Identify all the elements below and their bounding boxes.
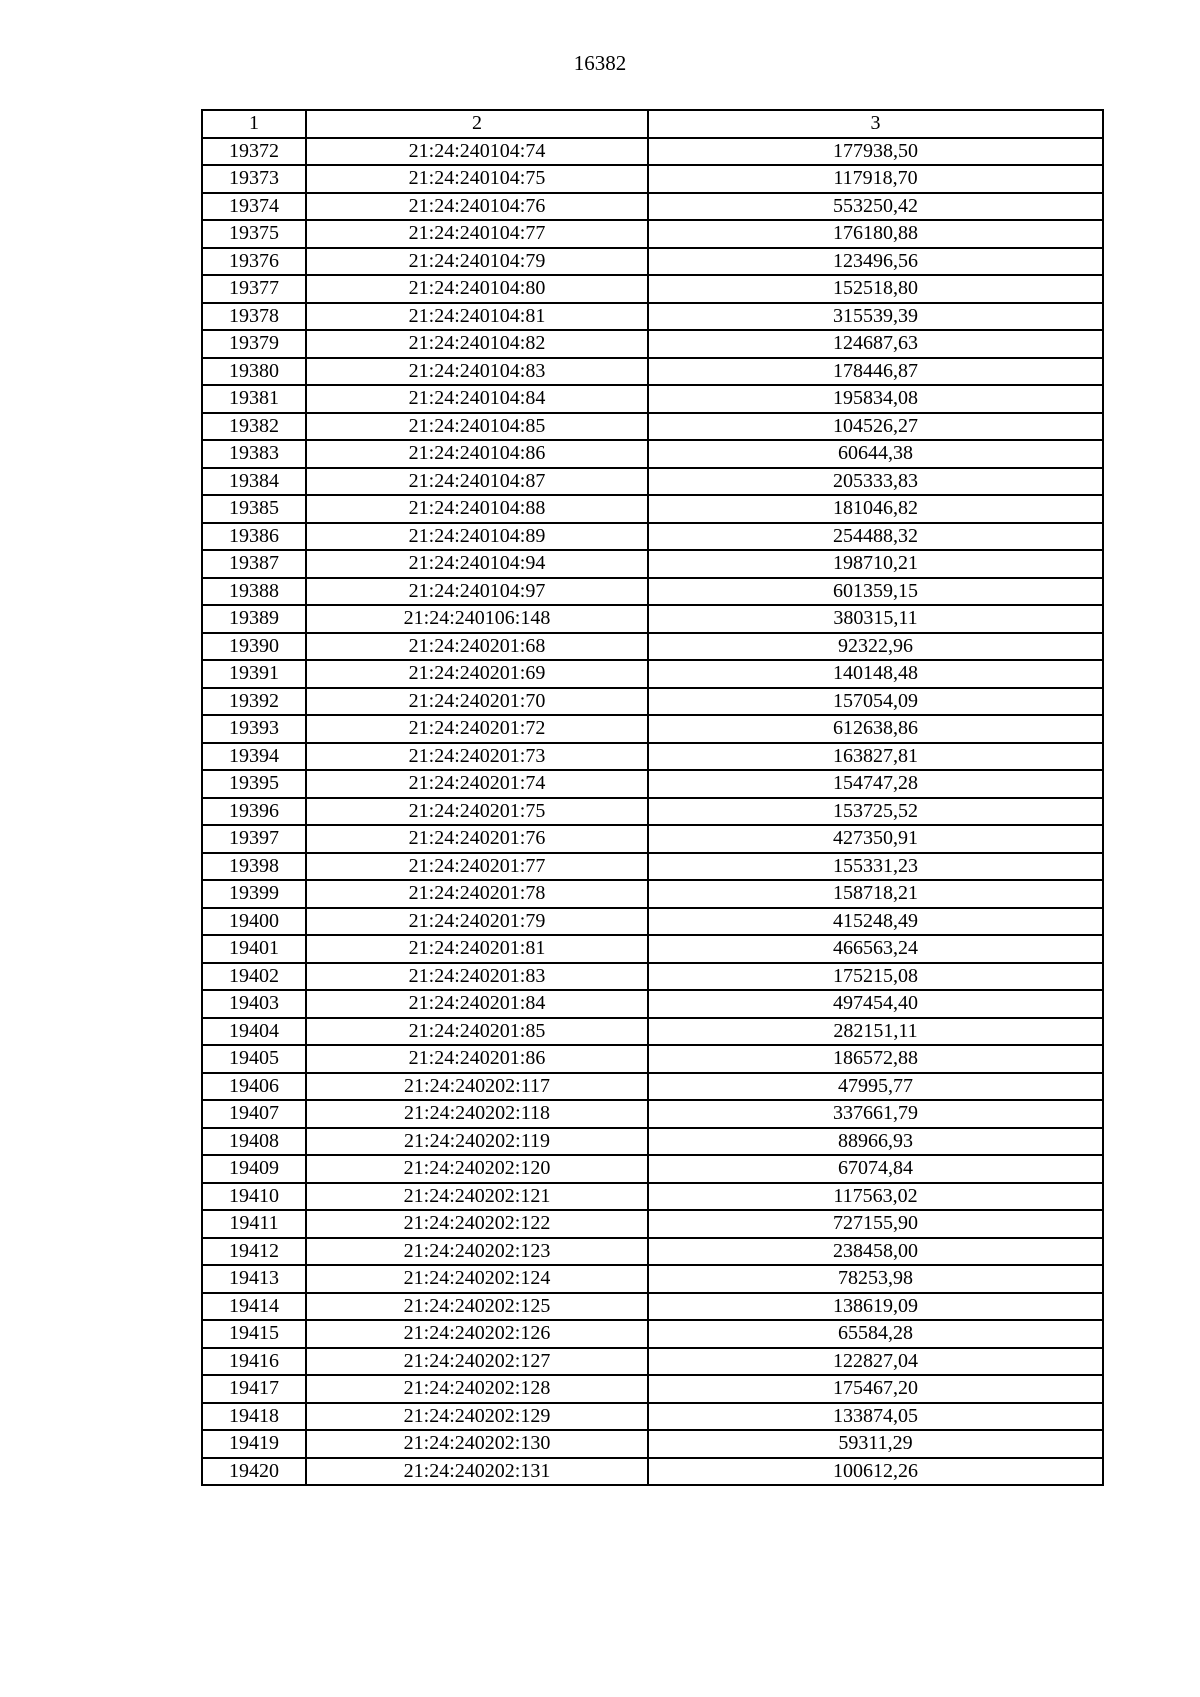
table-row <box>202 385 1103 413</box>
value-cell: 124687,63 <box>648 330 1103 358</box>
row-number-cell: 19420 <box>202 1458 306 1486</box>
cadastral-number-cell: 21:24:240201:86 <box>306 1045 648 1073</box>
value-cell: 123496,56 <box>648 248 1103 276</box>
value-cell: 176180,88 <box>648 220 1103 248</box>
row-number-cell: 19388 <box>202 578 306 606</box>
row-number-cell: 19373 <box>202 165 306 193</box>
table-row <box>202 715 1103 743</box>
cadastral-number-cell: 21:24:240104:74 <box>306 138 648 166</box>
cadastral-number-cell: 21:24:240201:72 <box>306 715 648 743</box>
value-cell: 181046,82 <box>648 495 1103 523</box>
row-number-cell: 19376 <box>202 248 306 276</box>
table-row <box>202 880 1103 908</box>
table-row <box>202 495 1103 523</box>
table-row <box>202 1458 1103 1486</box>
value-cell: 157054,09 <box>648 688 1103 716</box>
row-number-cell: 19413 <box>202 1265 306 1293</box>
table-row <box>202 1155 1103 1183</box>
value-cell: 163827,81 <box>648 743 1103 771</box>
table-row <box>202 770 1103 798</box>
row-number-cell: 19404 <box>202 1018 306 1046</box>
table-row <box>202 1018 1103 1046</box>
table-row <box>202 743 1103 771</box>
cadastral-number-cell: 21:24:240104:82 <box>306 330 648 358</box>
value-cell: 415248,49 <box>648 908 1103 936</box>
value-cell: 178446,87 <box>648 358 1103 386</box>
cadastral-number-cell: 21:24:240202:120 <box>306 1155 648 1183</box>
row-number-cell: 19372 <box>202 138 306 166</box>
row-number-cell: 19394 <box>202 743 306 771</box>
cadastral-number-cell: 21:24:240201:76 <box>306 825 648 853</box>
cadastral-number-cell: 21:24:240202:123 <box>306 1238 648 1266</box>
column-header: 1 <box>202 110 306 138</box>
table-row <box>202 990 1103 1018</box>
table-row <box>202 275 1103 303</box>
value-cell: 155331,23 <box>648 853 1103 881</box>
value-cell: 315539,39 <box>648 303 1103 331</box>
table-row <box>202 1348 1103 1376</box>
table-row <box>202 825 1103 853</box>
value-cell: 140148,48 <box>648 660 1103 688</box>
value-cell: 175215,08 <box>648 963 1103 991</box>
table-body <box>202 138 1103 1486</box>
cadastral-number-cell: 21:24:240202:127 <box>306 1348 648 1376</box>
table-row <box>202 633 1103 661</box>
cadastral-number-cell: 21:24:240104:94 <box>306 550 648 578</box>
table-row <box>202 550 1103 578</box>
row-number-cell: 19411 <box>202 1210 306 1238</box>
row-number-cell: 19401 <box>202 935 306 963</box>
value-cell: 158718,21 <box>648 880 1103 908</box>
row-number-cell: 19412 <box>202 1238 306 1266</box>
table-row <box>202 330 1103 358</box>
cadastral-number-cell: 21:24:240201:77 <box>306 853 648 881</box>
value-cell: 154747,28 <box>648 770 1103 798</box>
value-cell: 59311,29 <box>648 1430 1103 1458</box>
table-row <box>202 1375 1103 1403</box>
value-cell: 466563,24 <box>648 935 1103 963</box>
row-number-cell: 19417 <box>202 1375 306 1403</box>
row-number-cell: 19383 <box>202 440 306 468</box>
cadastral-number-cell: 21:24:240104:76 <box>306 193 648 221</box>
value-cell: 60644,38 <box>648 440 1103 468</box>
value-cell: 175467,20 <box>648 1375 1103 1403</box>
cadastral-number-cell: 21:24:240202:124 <box>306 1265 648 1293</box>
cadastral-number-cell: 21:24:240104:87 <box>306 468 648 496</box>
cadastral-number-cell: 21:24:240104:83 <box>306 358 648 386</box>
cadastral-number-cell: 21:24:240104:79 <box>306 248 648 276</box>
row-number-cell: 19416 <box>202 1348 306 1376</box>
value-cell: 254488,32 <box>648 523 1103 551</box>
cadastral-number-cell: 21:24:240104:85 <box>306 413 648 441</box>
row-number-cell: 19409 <box>202 1155 306 1183</box>
table-row <box>202 1238 1103 1266</box>
cadastral-number-cell: 21:24:240202:117 <box>306 1073 648 1101</box>
row-number-cell: 19377 <box>202 275 306 303</box>
row-number-cell: 19390 <box>202 633 306 661</box>
table-row <box>202 1073 1103 1101</box>
table-row <box>202 605 1103 633</box>
value-cell: 497454,40 <box>648 990 1103 1018</box>
row-number-cell: 19391 <box>202 660 306 688</box>
table-row <box>202 248 1103 276</box>
table-row <box>202 303 1103 331</box>
row-number-cell: 19387 <box>202 550 306 578</box>
row-number-cell: 19375 <box>202 220 306 248</box>
row-number-cell: 19379 <box>202 330 306 358</box>
cadastral-number-cell: 21:24:240201:75 <box>306 798 648 826</box>
table-row <box>202 1183 1103 1211</box>
table-row <box>202 1403 1103 1431</box>
row-number-cell: 19407 <box>202 1100 306 1128</box>
row-number-cell: 19403 <box>202 990 306 1018</box>
row-number-cell: 19392 <box>202 688 306 716</box>
cadastral-number-cell: 21:24:240201:78 <box>306 880 648 908</box>
value-cell: 198710,21 <box>648 550 1103 578</box>
cadastral-number-cell: 21:24:240104:88 <box>306 495 648 523</box>
table-row <box>202 578 1103 606</box>
row-number-cell: 19385 <box>202 495 306 523</box>
row-number-cell: 19408 <box>202 1128 306 1156</box>
cadastral-number-cell: 21:24:240202:118 <box>306 1100 648 1128</box>
row-number-cell: 19381 <box>202 385 306 413</box>
table-row <box>202 853 1103 881</box>
value-cell: 727155,90 <box>648 1210 1103 1238</box>
value-cell: 195834,08 <box>648 385 1103 413</box>
row-number-cell: 19406 <box>202 1073 306 1101</box>
cadastral-number-cell: 21:24:240201:83 <box>306 963 648 991</box>
cadastral-number-cell: 21:24:240202:128 <box>306 1375 648 1403</box>
cadastral-number-cell: 21:24:240202:122 <box>306 1210 648 1238</box>
value-cell: 133874,05 <box>648 1403 1103 1431</box>
cadastral-number-cell: 21:24:240201:74 <box>306 770 648 798</box>
cadastral-number-cell: 21:24:240202:119 <box>306 1128 648 1156</box>
cadastral-number-cell: 21:24:240202:125 <box>306 1293 648 1321</box>
value-cell: 427350,91 <box>648 825 1103 853</box>
table-row <box>202 935 1103 963</box>
page-number: 16382 <box>573 51 627 75</box>
cadastral-number-cell: 21:24:240104:89 <box>306 523 648 551</box>
row-number-cell: 19398 <box>202 853 306 881</box>
table-row <box>202 138 1103 166</box>
row-number-cell: 19402 <box>202 963 306 991</box>
value-cell: 117918,70 <box>648 165 1103 193</box>
table-row <box>202 413 1103 441</box>
value-cell: 186572,88 <box>648 1045 1103 1073</box>
cadastral-number-cell: 21:24:240201:73 <box>306 743 648 771</box>
row-number-cell: 19382 <box>202 413 306 441</box>
value-cell: 100612,26 <box>648 1458 1103 1486</box>
cadastral-number-cell: 21:24:240202:129 <box>306 1403 648 1431</box>
row-number-cell: 19400 <box>202 908 306 936</box>
value-cell: 205333,83 <box>648 468 1103 496</box>
table-row <box>202 1128 1103 1156</box>
table-row <box>202 688 1103 716</box>
cadastral-number-cell: 21:24:240201:70 <box>306 688 648 716</box>
value-cell: 117563,02 <box>648 1183 1103 1211</box>
value-cell: 47995,77 <box>648 1073 1103 1101</box>
table-row <box>202 1210 1103 1238</box>
cadastral-number-cell: 21:24:240104:75 <box>306 165 648 193</box>
value-cell: 67074,84 <box>648 1155 1103 1183</box>
value-cell: 65584,28 <box>648 1320 1103 1348</box>
value-cell: 380315,11 <box>648 605 1103 633</box>
row-number-cell: 19378 <box>202 303 306 331</box>
row-number-cell: 19374 <box>202 193 306 221</box>
cadastral-number-cell: 21:24:240201:84 <box>306 990 648 1018</box>
row-number-cell: 19405 <box>202 1045 306 1073</box>
table-row <box>202 1265 1103 1293</box>
value-cell: 601359,15 <box>648 578 1103 606</box>
cadastral-number-cell: 21:24:240201:69 <box>306 660 648 688</box>
value-cell: 78253,98 <box>648 1265 1103 1293</box>
row-number-cell: 19384 <box>202 468 306 496</box>
table-row <box>202 798 1103 826</box>
table-row <box>202 660 1103 688</box>
table-row <box>202 908 1103 936</box>
table-row <box>202 1100 1103 1128</box>
row-number-cell: 19399 <box>202 880 306 908</box>
table-row <box>202 440 1103 468</box>
value-cell: 152518,80 <box>648 275 1103 303</box>
table-row <box>202 1320 1103 1348</box>
cadastral-number-cell: 21:24:240104:77 <box>306 220 648 248</box>
row-number-cell: 19386 <box>202 523 306 551</box>
row-number-cell: 19389 <box>202 605 306 633</box>
row-number-cell: 19419 <box>202 1430 306 1458</box>
table-row <box>202 963 1103 991</box>
row-number-cell: 19397 <box>202 825 306 853</box>
value-cell: 612638,86 <box>648 715 1103 743</box>
table-row <box>202 165 1103 193</box>
cadastral-number-cell: 21:24:240104:80 <box>306 275 648 303</box>
cadastral-number-cell: 21:24:240104:84 <box>306 385 648 413</box>
row-number-cell: 19395 <box>202 770 306 798</box>
cadastral-number-cell: 21:24:240202:126 <box>306 1320 648 1348</box>
table-row <box>202 468 1103 496</box>
table-row <box>202 358 1103 386</box>
row-number-cell: 19415 <box>202 1320 306 1348</box>
value-cell: 122827,04 <box>648 1348 1103 1376</box>
value-cell: 138619,09 <box>648 1293 1103 1321</box>
row-number-cell: 19410 <box>202 1183 306 1211</box>
value-cell: 88966,93 <box>648 1128 1103 1156</box>
cadastral-number-cell: 21:24:240202:130 <box>306 1430 648 1458</box>
cadastral-number-cell: 21:24:240104:81 <box>306 303 648 331</box>
row-number-cell: 19418 <box>202 1403 306 1431</box>
cadastral-number-cell: 21:24:240201:79 <box>306 908 648 936</box>
row-number-cell: 19396 <box>202 798 306 826</box>
table-row <box>202 220 1103 248</box>
table-row <box>202 523 1103 551</box>
value-cell: 238458,00 <box>648 1238 1103 1266</box>
cadastral-number-cell: 21:24:240202:121 <box>306 1183 648 1211</box>
cadastral-number-cell: 21:24:240201:81 <box>306 935 648 963</box>
value-cell: 153725,52 <box>648 798 1103 826</box>
column-header: 2 <box>306 110 648 138</box>
table-row <box>202 1293 1103 1321</box>
table-row <box>202 1430 1103 1458</box>
cadastral-number-cell: 21:24:240202:131 <box>306 1458 648 1486</box>
table-row <box>202 1045 1103 1073</box>
cadastral-number-cell: 21:24:240104:86 <box>306 440 648 468</box>
value-cell: 177938,50 <box>648 138 1103 166</box>
row-number-cell: 19414 <box>202 1293 306 1321</box>
value-cell: 104526,27 <box>648 413 1103 441</box>
value-cell: 92322,96 <box>648 633 1103 661</box>
cadastral-number-cell: 21:24:240201:85 <box>306 1018 648 1046</box>
table-header-row <box>202 110 1103 138</box>
row-number-cell: 19380 <box>202 358 306 386</box>
data-table <box>201 109 1104 1486</box>
cadastral-number-cell: 21:24:240106:148 <box>306 605 648 633</box>
value-cell: 282151,11 <box>648 1018 1103 1046</box>
value-cell: 553250,42 <box>648 193 1103 221</box>
cadastral-number-cell: 21:24:240104:97 <box>306 578 648 606</box>
table-row <box>202 193 1103 221</box>
value-cell: 337661,79 <box>648 1100 1103 1128</box>
row-number-cell: 19393 <box>202 715 306 743</box>
column-header: 3 <box>648 110 1103 138</box>
cadastral-number-cell: 21:24:240201:68 <box>306 633 648 661</box>
